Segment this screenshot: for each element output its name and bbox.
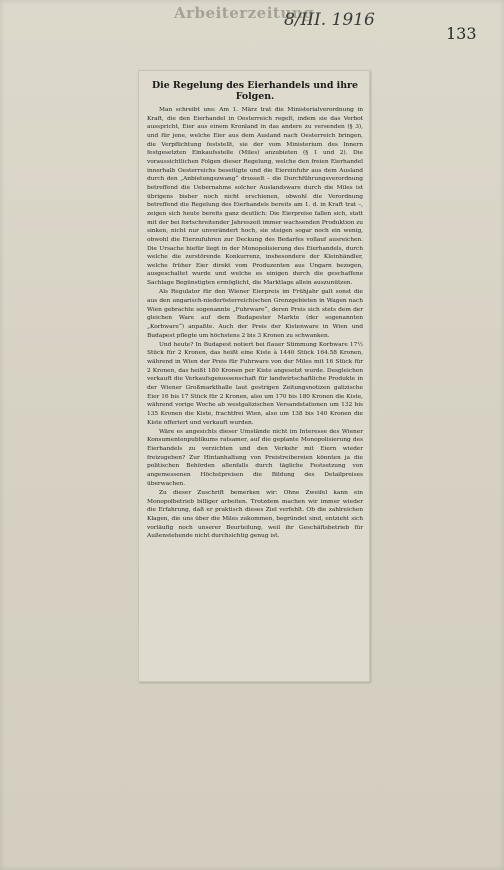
headline-line-1: Die Regelung des Eierhandels und ihre <box>152 80 358 91</box>
headline-line-2: Folgen. <box>235 91 275 102</box>
article-paragraph: Zu dieser Zuschrift bemerken wir: Ohne Zweifel kann ein Monopolbetrieb billiger arbeiten. Trotzdem machen wir immer wieder die Erfahrung, daß er praktisch dieses Ziel verfehlt. Ob die zahlreichen Klagen, die uns über die Miles zukommen, begründet sind, entzieht sich vorläufig noch unserer Beurteilung, weil ihr Geschäftsbetrieb für Außenstehende nicht durchsichtig genug ist. <box>147 489 363 540</box>
article-paragraph: Und heute? In Budapest notiert bei flauer Stimmung Korbware 17½ Stück für 2 Kronen, das heißt eine Kiste à 1440 Stück 164.58 Kronen, während in Wien der Preis für Fuhrware von der Miles mit 16 Stück für 2 Kronen, das heißt 180 Kronen per Kiste angesetzt wurde. Desgleichen verkauft die Verkaufsgenossenschaft für landwirtschaftliche Produkte in der Wiener Großmarkthalle laut gestrigen Zeitungsnotizen galizische Eier 16 bis 17 Stück für 2 Kronen, also um 170 bis 180 Kronen die Kiste, während vorige Woche ab westgalizischen Versandstationen um 132 bis 135 Kronen die Kiste, frachtfrei Wien, also um 138 bis 140 Kronen die Kiste offeriert und verkauft wurden. <box>147 341 363 426</box>
article-paragraph: Wäre es angesichts dieser Umstände nicht im Interesse des Wiener Konsumentenpublikums ratsamer, auf die geplante Monopolisierung des Eierhandels zu verzichten und den Verkehr mit Eiern wieder freizugeben? Zur Hintanhaltung von Preistreibereien könnten ja die politischen Behörden allenfalls durch tägliche Festsetzung von angemessenen Höchstpreisen die Bildung des Detailpreises überwachen. <box>147 428 363 487</box>
article-paragraph: Als Regulator für den Wiener Eierpreis im Frühjahr galt sonst die aus den ungarisch-niederösterreichischen Grenzgebieten in Wagen nach Wien gebrachte sogenannte „Fuhrware“, deren Preis sich stets dem der gleichen Ware auf dem Budapester Markte (der sogenannten „Korbware“) anpaßte. Auch der Preis der Kistenware in Wien und Budapest pflegte um höchstens 2 bis 3 Kronen zu schwanken. <box>147 289 363 339</box>
handwritten-date: 8/III. 1916 <box>284 10 375 30</box>
page-number: 133 <box>446 24 477 43</box>
newspaper-name: Arbeiterzeitung <box>174 4 315 22</box>
article-body <box>147 106 363 541</box>
article-headline <box>147 80 363 102</box>
article-paragraph: Man schreibt uns: Am 1. März trat die Ministerialverordnung in Kraft, die den Eierhandel in Oesterreich regelt, indem sie das Verbot ausspricht, Eier aus einem Kronland in das andere zu versenden (§ 3), und für jene, welche Eier aus dem Ausland nach Oesterreich bringen, die Verpflichtung feststellt, sie der vom Ministerium des Innern festgesetzten Einkaufsstelle (Miles) anzubieten (§ 1 und 2). Die voraussichtlichen Folgen dieser Regelung, welche den freien Eierhandel innerhalb Oesterreichs beseitigte und die Eiereinfuhr aus dem Ausland durch den „Anbietungszwang“ drosselt – die Durchführungsverordnung betreffend die Uebernahme solcher Auslandsware durch die Miles ist übrigens bisher noch nicht erschienen, obwohl die Verordnung betreffend die Regelung des Eierhandels bereits am 1. d. in Kraft trat –, zeigen sich heute bereits ganz deutlich: Die Eierpreise fallen sich, statt mit der bei fortschreitender Jahreszeit immer wachsenden Produktion zu sinken, nicht nur unverändert hoch, sie steigen sogar noch ein wenig, obwohl die Eierzufuhren zur Deckung des Bedarfes vollauf ausreichen. Die Ursache hiefür liegt in der Monopolisierung des Eierhandels, durch welche die zerstörende Konkurrenz, insbesondere der Kleinhändler, welche früher Eier direkt vom Produzenten aus Ungarn bezogen, ausgeschaltet wurde und welche es einigen durch die geschaffene Sachlage Begünstigten ermöglicht, die Marktlage allein auszunützen. <box>147 107 363 287</box>
newspaper-clipping <box>138 70 370 682</box>
